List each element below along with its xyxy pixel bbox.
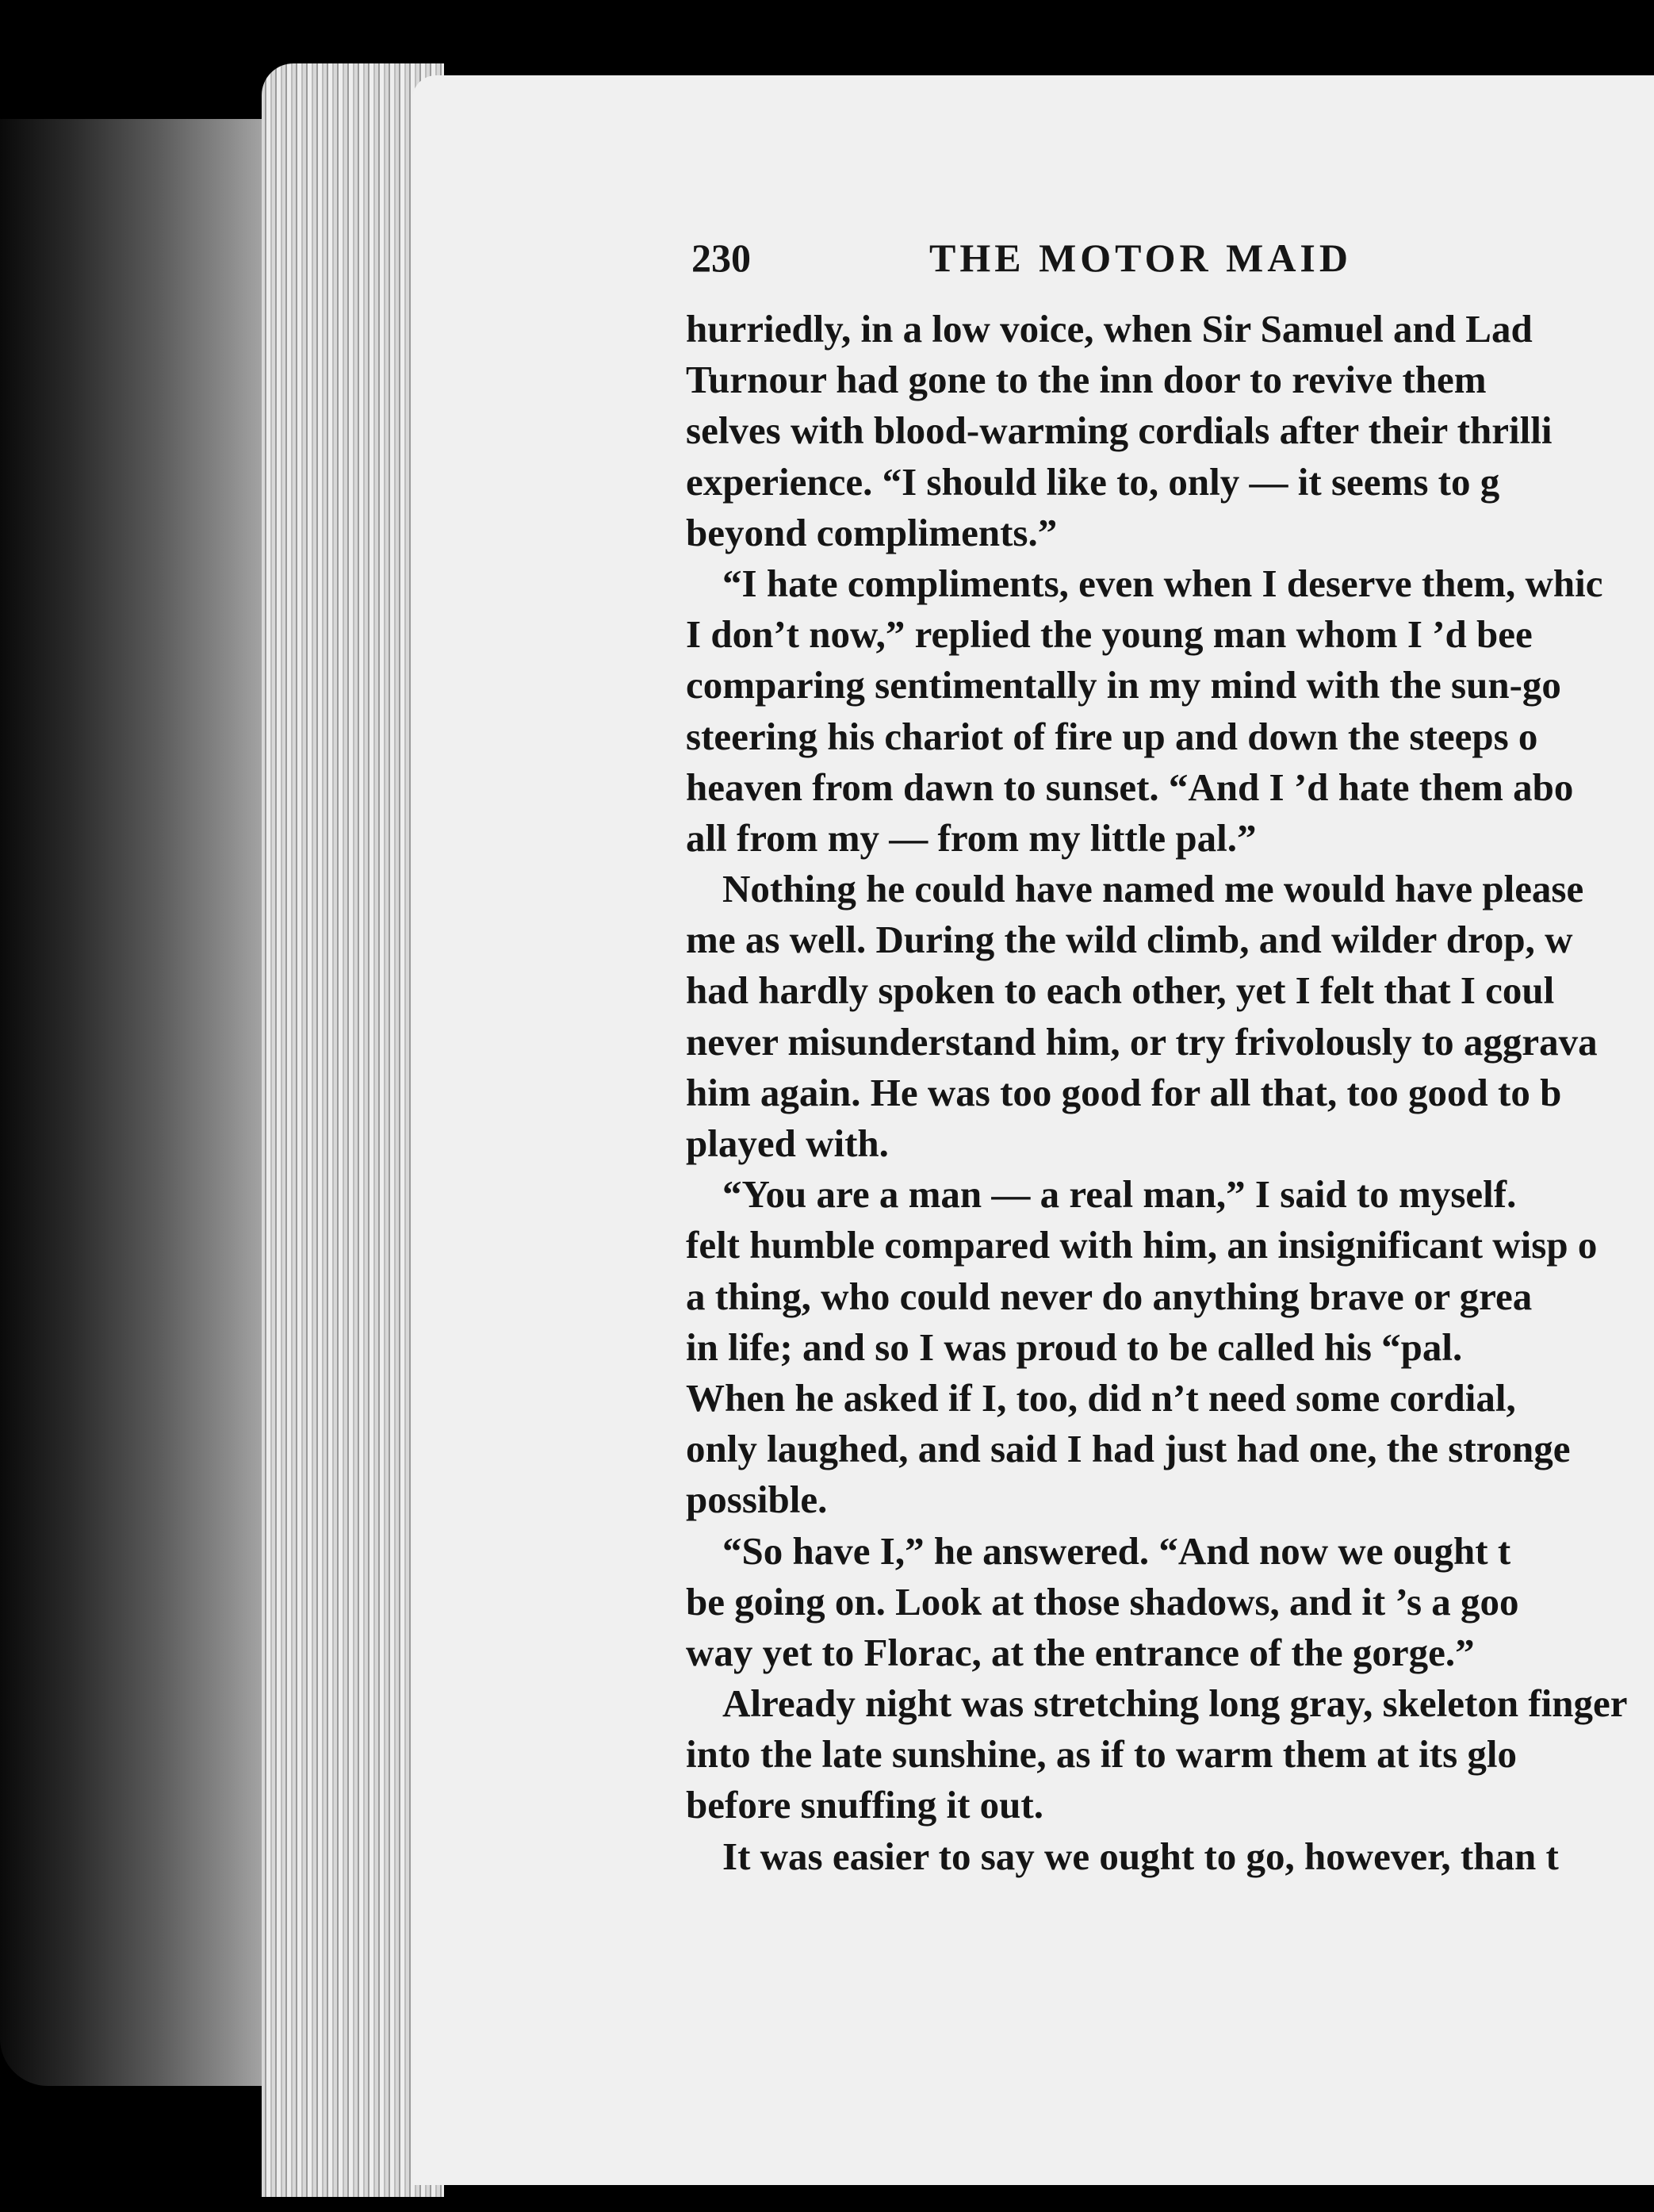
text-line: hurriedly, in a low voice, when Sir Samuel and Lad: [686, 307, 1533, 351]
body-text: [686, 304, 1654, 1882]
text-line: comparing sentimentally in my mind with the sun-go: [686, 663, 1561, 707]
text-line: felt humble compared with him, an insignificant wisp o: [686, 1223, 1598, 1267]
text-line: heaven from dawn to sunset. “And I ’d hate them abo: [686, 765, 1574, 809]
text-line: had hardly spoken to each other, yet I felt that I coul: [686, 968, 1555, 1013]
text-line: selves with blood-warming cordials after their thrilli: [686, 408, 1553, 453]
text-line: beyond compliments.”: [686, 510, 1058, 554]
book-spine: [0, 119, 285, 2086]
page-header: [691, 235, 1654, 281]
text-line: “So have I,” he answered. “And now we ought t: [722, 1528, 1511, 1573]
text-line: him again. He was too good for all that, too good to b: [686, 1070, 1562, 1114]
text-line: played with.: [686, 1121, 889, 1165]
text-line: never misunderstand him, or try frivolously to aggrava: [686, 1019, 1598, 1064]
text-line: possible.: [686, 1478, 828, 1522]
text-line: steering his chariot of fire up and down the steeps o: [686, 714, 1538, 758]
text-line: Already night was stretching long gray, skeleton finger: [722, 1681, 1628, 1726]
text-line: in life; and so I was proud to be called his “pal.: [686, 1325, 1463, 1369]
text-line: I don’t now,” replied the young man whom I ’d bee: [686, 612, 1533, 657]
text-line: be going on. Look at those shadows, and it ’s a goo: [686, 1579, 1519, 1624]
text-line: Turnour had gone to the inn door to revive them: [686, 358, 1487, 402]
text-line: before snuffing it out.: [686, 1783, 1044, 1827]
text-line: “I hate compliments, even when I deserve them, whic: [722, 561, 1603, 605]
text-line: “You are a man — a real man,” I said to myself.: [722, 1172, 1517, 1217]
text-line: a thing, who could never do anything brave or grea: [686, 1274, 1533, 1318]
text-line: When he asked if I, too, did n’t need some cordial,: [686, 1375, 1516, 1420]
text-line: It was easier to say we ought to go, however, than t: [722, 1834, 1559, 1878]
text-line: experience. “I should like to, only — it seems to g: [686, 459, 1500, 504]
page-number: 230: [691, 236, 751, 280]
text-line: only laughed, and said I had just had one, the stronge: [686, 1427, 1571, 1471]
text-line: into the late sunshine, as if to warm them at its glo: [686, 1732, 1518, 1777]
text-line: all from my — from my little pal.”: [686, 815, 1257, 860]
text-line: Nothing he could have named me would have please: [722, 867, 1584, 911]
text-line: way yet to Florac, at the entrance of the gorge.”: [686, 1630, 1475, 1674]
running-title: THE MOTOR MAID: [929, 236, 1352, 280]
text-line: me as well. During the wild climb, and wilder drop, w: [686, 918, 1573, 962]
